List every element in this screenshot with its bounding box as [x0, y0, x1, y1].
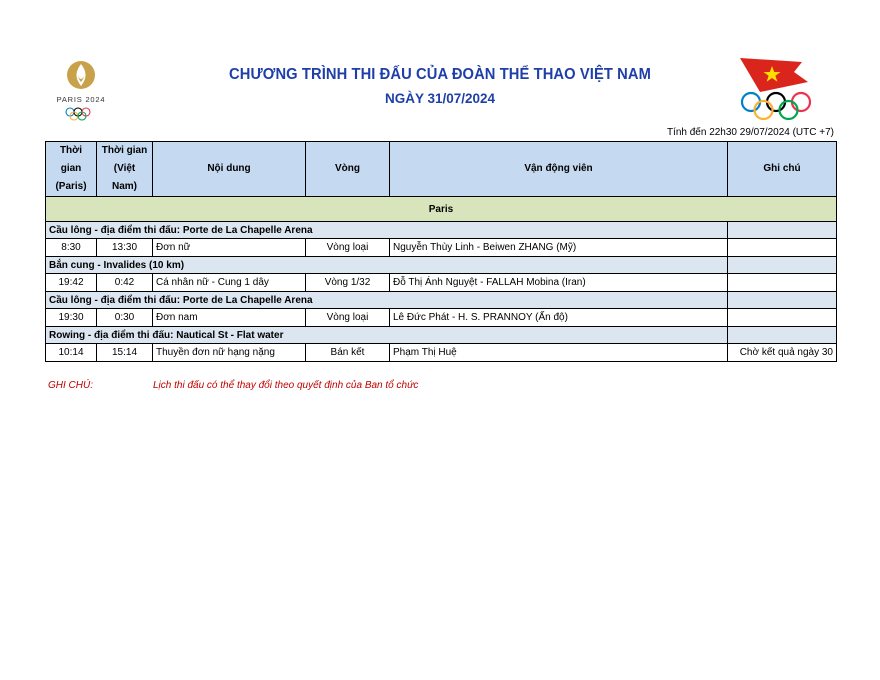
event-row	[46, 222, 837, 239]
athletes: Lê Đức Phát - H. S. PRANNOY (Ấn độ)	[390, 309, 728, 327]
event-row	[46, 327, 837, 344]
content: Đơn nam	[153, 309, 306, 327]
time-vn: 0:30	[97, 309, 153, 327]
city-name: Paris	[46, 197, 837, 222]
table-row	[46, 239, 837, 257]
table-row	[46, 309, 837, 327]
time-vn: 15:14	[97, 344, 153, 362]
table-row	[46, 344, 837, 362]
round: Vòng loại	[306, 239, 390, 257]
round: Vòng loại	[306, 309, 390, 327]
page-date: NGÀY 31/07/2024	[384, 91, 496, 106]
event-title: Bắn cung - Invalides (10 km)	[46, 257, 728, 274]
schedule-table	[45, 141, 837, 362]
page-title: CHƯƠNG TRÌNH THI ĐẤU CỦA ĐOÀN THỂ THAO VIỆT NAM	[229, 66, 651, 83]
event-note-cell	[728, 292, 837, 309]
event-note-cell	[728, 327, 837, 344]
col-header-time-paris: Thời gian (Paris)	[46, 142, 97, 197]
footnote-text: Lịch thi đấu có thể thay đổi theo quyết định của Ban tổ chức	[153, 380, 419, 391]
city-row	[46, 197, 837, 222]
event-title: Cầu lông - địa điểm thi đấu: Porte de La Chapelle Arena	[46, 222, 728, 239]
round: Bán kết	[306, 344, 390, 362]
footnote-label: GHI CHÚ:	[48, 380, 93, 391]
table-header-row	[46, 142, 837, 197]
paris-logo-text: PARIS 2024	[56, 95, 106, 104]
content: Đơn nữ	[153, 239, 306, 257]
note	[728, 309, 837, 327]
note: Chờ kết quả ngày 30	[728, 344, 837, 362]
updated-timestamp: Tính đến 22h30 29/07/2024 (UTC +7)	[666, 127, 834, 138]
time-paris: 19:30	[46, 309, 97, 327]
note	[728, 239, 837, 257]
content: Thuyền đơn nữ hạng nặng	[153, 344, 306, 362]
time-vn: 0:42	[97, 274, 153, 292]
athletes: Phạm Thị Huệ	[390, 344, 728, 362]
col-header-time-vn: Thời gian (Việt Nam)	[97, 142, 153, 197]
col-header-round: Vòng	[306, 142, 390, 197]
col-header-content: Nội dung	[153, 142, 306, 197]
event-title: Cầu lông - địa điểm thi đấu: Porte de La Chapelle Arena	[46, 292, 728, 309]
event-title: Rowing - địa điểm thi đấu: Nautical St - Flat water	[46, 327, 728, 344]
event-note-cell	[728, 222, 837, 239]
time-paris: 19:42	[46, 274, 97, 292]
event-row	[46, 292, 837, 309]
athletes: Đỗ Thị Ánh Nguyệt - FALLAH Mobina (Iran)	[390, 274, 728, 292]
col-header-notes: Ghi chú	[728, 142, 837, 197]
event-note-cell	[728, 257, 837, 274]
event-row	[46, 257, 837, 274]
athletes: Nguyễn Thùy Linh - Beiwen ZHANG (Mỹ)	[390, 239, 728, 257]
time-paris: 8:30	[46, 239, 97, 257]
time-paris: 10:14	[46, 344, 97, 362]
round: Vòng 1/32	[306, 274, 390, 292]
table-row	[46, 274, 837, 292]
content: Cá nhân nữ - Cung 1 dây	[153, 274, 306, 292]
note	[728, 274, 837, 292]
time-vn: 13:30	[97, 239, 153, 257]
col-header-athletes: Vận động viên	[390, 142, 728, 197]
